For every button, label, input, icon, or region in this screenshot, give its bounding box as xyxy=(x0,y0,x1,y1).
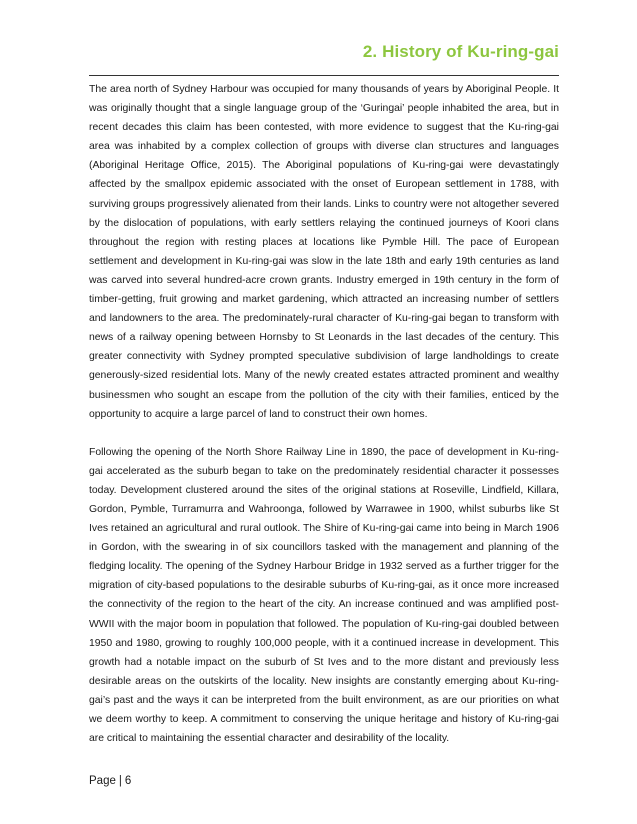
paragraph-2: Following the opening of the North Shore Railway Line in 1890, the pace of development in Ku-ring-gai accelerated as the suburb began to take on the predominately residential character it possesses today. Development clustered around the sites of the original stations at Roseville, Lindfield, Killara, Gordon, Pymble, Turramurra and Wahroonga, followed by Warrawee in 1900, whilst suburbs like St Ives retained an agricultural and rural outlook. The Shire of Ku-ring-gai came into being in March 1906 in Gordon, with the swearing in of six councillors tasked with the management and planning of the fledging locality. The opening of the Sydney Harbour Bridge in 1932 served as a further trigger for the migration of city-based populations to the desirable suburbs of Ku-ring-gai, as it once more increased the connectivity of the region to the heart of the city. An increase continued and was amplified post-WWII with the major boom in population that followed. The population of Ku-ring-gai doubled between 1950 and 1980, growing to roughly 100,000 people, with it a continued increase in development. This growth had a notable impact on the suburb of St Ives and to the more distant and previously less desirable areas on the outskirts of the locality. New insights are constantly emerging about Ku-ring-gai’s past and the ways it can be interpreted from the built environment, as are our priorities on what we deem worthy to keep. A commitment to conserving the unique heritage and history of Ku-ring-gai are critical to maintaining the essential character and desirability of the locality. xyxy=(89,446,559,745)
page-label: Page xyxy=(89,775,116,787)
body-text xyxy=(89,80,559,748)
page-footer xyxy=(89,775,131,787)
section-heading: 2. History of Ku-ring-gai xyxy=(362,42,559,61)
header-divider xyxy=(89,75,559,76)
page-separator: | xyxy=(118,775,122,787)
page-number: 6 xyxy=(124,775,132,787)
paragraph-1: The area north of Sydney Harbour was occupied for many thousands of years by Aboriginal People. It was originally thought that a single language group of the ‘Guringai’ people inhabited the area, but in recent decades this claim has been contested, with more evidence to suggest that the Ku-ring-gai area was inhabited by a complex collection of groups with diverse clan structures and languages (Aboriginal Heritage Office, 2015). The Aboriginal populations of Ku-ring-gai were devastatingly affected by the smallpox epidemic associated with the onset of European settlement in 1788, with surviving groups progressively alienated from their lands. Links to country were not altogether severed by the dislocation of populations, with early settlers relaying the continued journeys of Koori clans throughout the region with resting places at locations like Pymble Hill. The pace of European settlement and development in Ku-ring-gai was slow in the late 18th and early 19th centuries as land was carved into several hundred-acre crown grants. Industry emerged in 19th century in the form of timber-getting, fruit growing and market gardening, which attracted an increasing number of settlers and landowners to the area. The predominately-rural character of Ku-ring-gai began to transform with news of a railway opening between Hornsby to St Leonards in the last decades of the century. This greater connectivity with Sydney prompted speculative subdivision of large landholdings to create generously-sized residential lots. Many of the newly created estates attracted prominent and wealthy businessmen who sought an escape from the pollution of the city with their families, enticed by the opportunity to acquire a large parcel of land to construct their own homes. xyxy=(89,84,559,420)
